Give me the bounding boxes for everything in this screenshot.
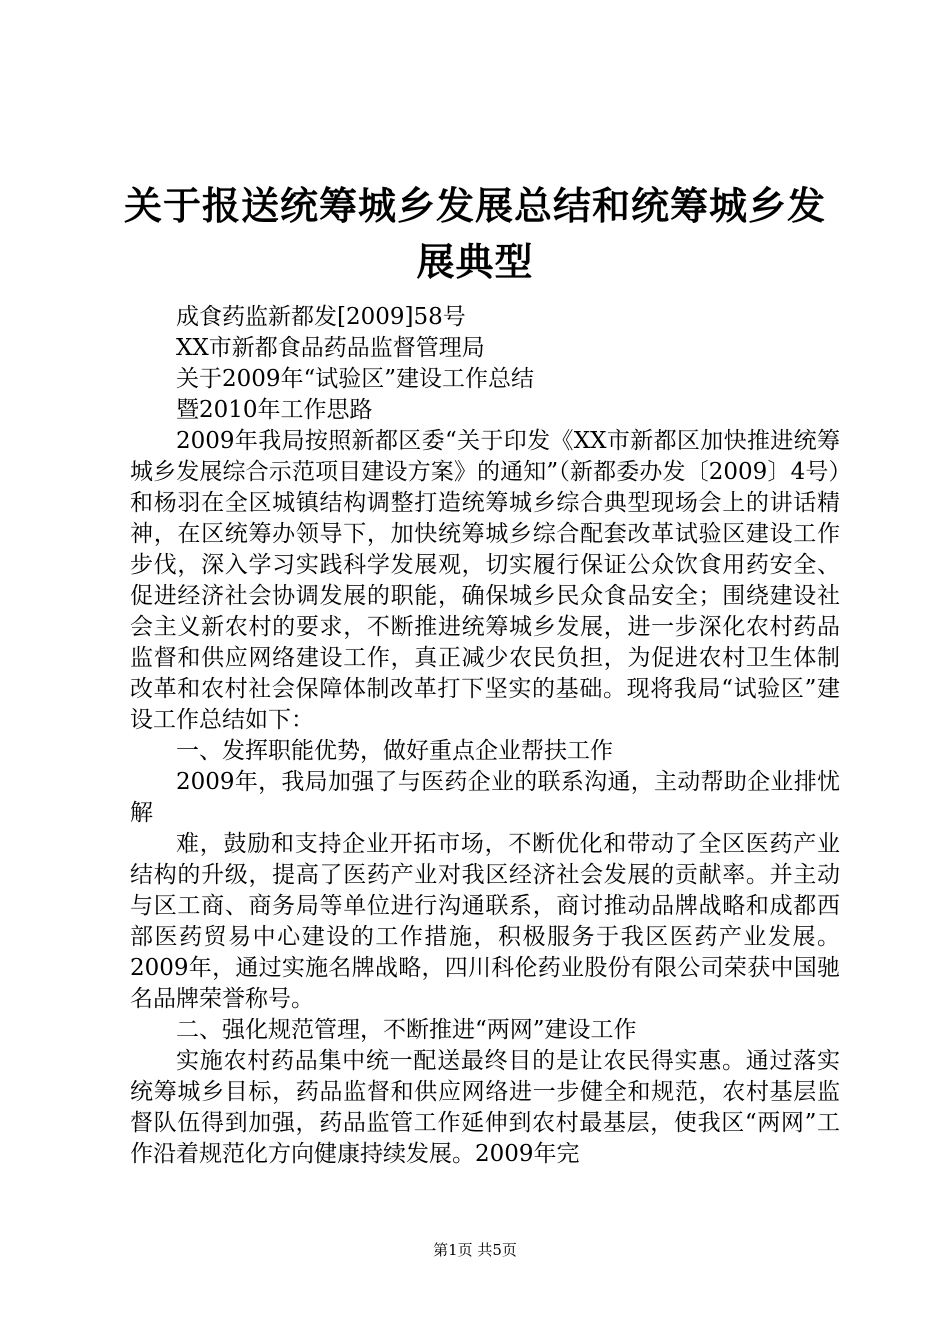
intro-paragraph: 2009年我局按照新都区委“关于印发《XX市新都区加快推进统筹城乡发展综合示范项目建设方案》的通知”（新都委办发〔2009〕4号）和杨羽在全区城镇结构调整打造统筹城乡综合典型现场会上的讲话精神，在区统筹办领导下，加快统筹城乡综合配套改革试验区建设工作步伐，深入学习实践科学发展观，切实履行保证公众饮食用药安全、促进经济社会协调发展的职能，确保城乡民众食品安全；围绕建设社会主义新农村的要求，不断推进统筹城乡发展，进一步深化农村药品监督和供应网络建设工作，真正减少农民负担，为促进农村卫生体制改革和农村社会保障体制改革打下坚实的基础。现将我局“试验区”建设工作总结如下： [130,428,840,733]
issuing-agency: XX市新都食品药品监督管理局 [176,335,485,361]
section-2-paragraph-1: 实施农村药品集中统一配送最终目的是让农民得实惠。通过落实统筹城乡目标，药品监督和供应网络进一步健全和规范，农村基层监督队伍得到加强，药品监管工作延伸到农村最基层，使我区“两网”工作沿着规范化方向健康持续发展。2009年完 [130,1048,840,1167]
document-body [130,302,840,1170]
subtitle-line-2: 暨2010年工作思路 [176,397,373,423]
subtitle-line-1: 关于2009年“试验区”建设工作总结 [176,366,535,392]
document-title: 关于报送统筹城乡发展总结和统筹城乡发展典型 [123,184,826,284]
page-footer: 第1页 共5页 [433,1241,517,1259]
section-1-paragraph-1: 2009年，我局加强了与医药企业的联系沟通，主动帮助企业排忧解 [130,769,840,826]
doc-number: 成食药监新都发[2009]58号 [176,304,466,330]
section-1-paragraph-2: 难，鼓励和支持企业开拓市场，不断优化和带动了全区医药产业结构的升级，提高了医药产业对我区经济社会发展的贡献率。并主动与区工商、商务局等单位进行沟通联系，商讨推动品牌战略和成都西部医药贸易中心建设的工作措施，积极服务于我区医药产业发展。2009年，通过实施名牌战略，四川科伦药业股份有限公司荣获中国驰名品牌荣誉称号。 [130,831,840,1012]
section-heading-1: 一、发挥职能优势，做好重点企业帮扶工作 [176,738,613,764]
section-heading-2: 二、强化规范管理，不断推进“两网”建设工作 [176,1017,637,1043]
